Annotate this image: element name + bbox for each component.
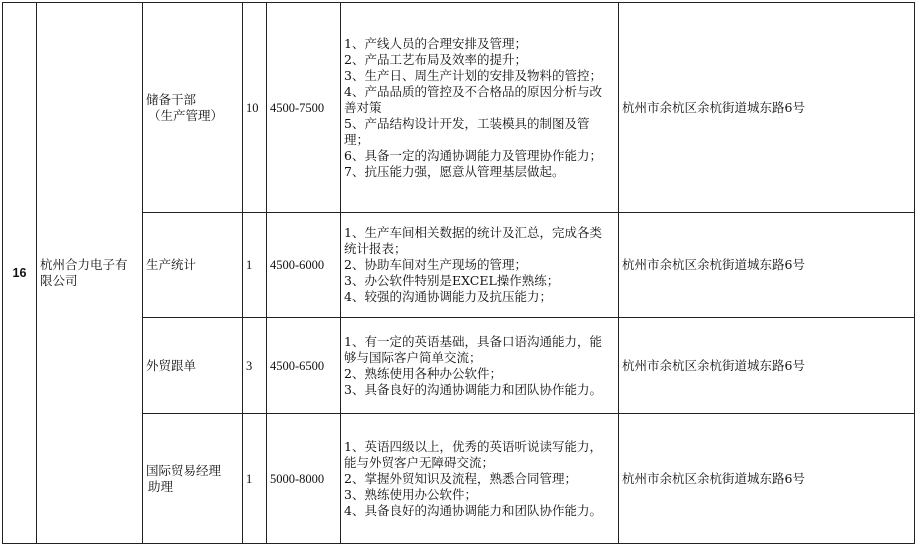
requirement-line: 1、有一定的英语基础，具备口语沟通能力，能 <box>344 333 602 349</box>
job-title-line: 储备干部 <box>146 91 197 107</box>
requirement-line: 3、具备良好的沟通协调能力和团队协作能力。 <box>344 381 602 397</box>
job-title-line: 助理 <box>148 478 174 494</box>
headcount: 1 <box>243 213 267 318</box>
job-requirements <box>341 414 619 544</box>
job-requirements <box>341 318 619 414</box>
job-requirements <box>341 3 619 213</box>
company-name: 杭州合力电子有限公司 <box>37 3 143 544</box>
requirement-line: 统计报表； <box>344 241 407 256</box>
job-title-line: （生产管理） <box>148 107 224 123</box>
job-title <box>143 213 243 318</box>
company-number: 16 <box>3 3 37 544</box>
salary-range: 4500-6000 <box>267 213 341 318</box>
requirement-line: 7、抗压能力强，愿意从管理基层做起。 <box>344 163 565 179</box>
salary-range: 4500-7500 <box>267 3 341 213</box>
job-title <box>143 414 243 544</box>
job-title-line: 生产统计 <box>146 257 197 272</box>
requirement-line: 能与外贸客户无障碍交流； <box>344 454 495 470</box>
requirement-line: 理； <box>344 131 370 147</box>
job-title-line: 外贸跟单 <box>146 357 197 373</box>
requirement-line: 善对策 <box>344 99 382 115</box>
headcount: 1 <box>243 414 267 544</box>
job-title-line: 国际贸易经理 <box>146 462 222 478</box>
job-listing-table <box>2 2 915 544</box>
job-requirements <box>341 213 619 318</box>
requirement-line: 2、产品工艺布局及效率的提升； <box>344 51 527 67</box>
headcount: 10 <box>243 3 267 213</box>
requirement-line: 1、产线人员的合理安排及管理； <box>344 35 527 51</box>
job-title <box>143 3 243 213</box>
requirement-line: 1、生产车间相关数据的统计及汇总，完成各类 <box>344 225 602 240</box>
requirement-line: 6、具备一定的沟通协调能力及管理协作能力； <box>344 147 602 163</box>
headcount: 3 <box>243 318 267 414</box>
requirement-line: 3、办公软件特别是EXCEL操作熟练； <box>344 273 560 288</box>
requirement-line: 3、熟练使用办公软件； <box>344 486 477 502</box>
salary-range: 5000-8000 <box>267 414 341 544</box>
requirement-line: 2、熟练使用各种办公软件； <box>344 365 502 381</box>
requirement-line: 1、英语四级以上，优秀的英语听说读写能力， <box>344 438 602 454</box>
requirement-line: 2、协助车间对生产现场的管理； <box>344 257 527 272</box>
requirement-line: 4、较强的沟通协调能力及抗压能力； <box>344 289 552 304</box>
job-title <box>143 318 243 414</box>
table-row <box>3 3 915 213</box>
requirement-line: 4、具备良好的沟通协调能力和团队协作能力。 <box>344 502 602 518</box>
requirement-line: 3、生产日、周生产计划的安排及物料的管控； <box>344 67 602 83</box>
requirement-line: 2、掌握外贸知识及流程，熟悉合同管理； <box>344 470 577 486</box>
work-address: 杭州市余杭区余杭街道城东路6号 <box>619 318 915 414</box>
requirement-line: 5、产品结构设计开发，工装模具的制图及管 <box>344 115 590 131</box>
requirement-line: 4、产品品质的管控及不合格品的原因分析与改 <box>344 83 602 99</box>
work-address: 杭州市余杭区余杭街道城东路6号 <box>619 414 915 544</box>
work-address: 杭州市余杭区余杭街道城东路6号 <box>619 213 915 318</box>
requirement-line: 够与国际客户简单交流； <box>344 349 482 365</box>
work-address: 杭州市余杭区余杭街道城东路6号 <box>619 3 915 213</box>
salary-range: 4500-6500 <box>267 318 341 414</box>
